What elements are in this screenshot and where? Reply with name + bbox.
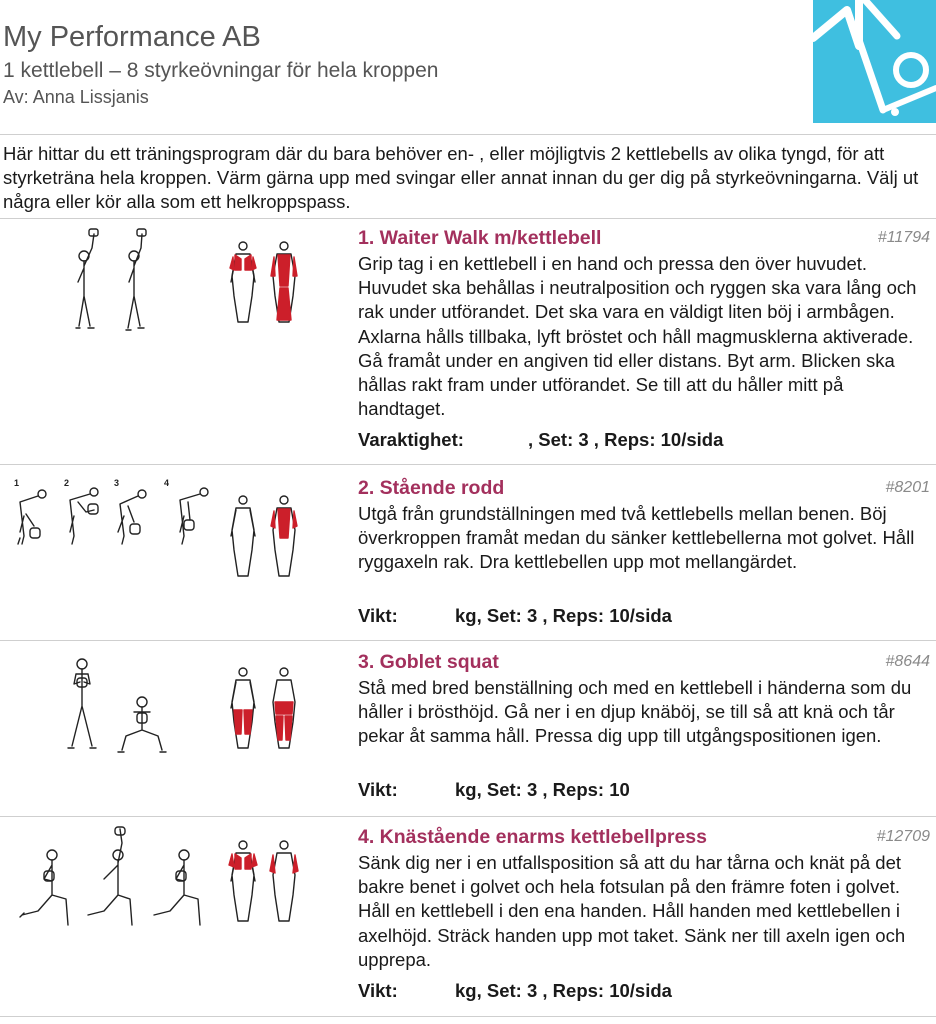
exercise-description: Utgå från grundställningen med två kettlebells mellan benen. Böj överkroppen framåt medan du sänker kettlebellerna mot golvet. Håll ryggaxeln rak. Dra kettlebellen upp mot mellangärdet. [358, 503, 915, 573]
exercise-id: #11794 [877, 229, 930, 246]
exercise-id: #12709 [876, 828, 930, 845]
person-figure-icon [180, 488, 208, 544]
step-label: 2 [64, 478, 70, 488]
divider [0, 816, 936, 817]
exercise-title: 4. Knästående enarms kettlebellpress [358, 826, 707, 848]
muscle-map-back-icon [270, 841, 298, 921]
person-figure-icon [76, 229, 98, 328]
exercise-meta [358, 428, 723, 452]
exercise-description: Sänk dig ner i en utfallsposition så att du har tårna och knät på det bakre benet i golvet och hela fotsulan på den främre foten i golvet. Håll en kettlebell i den ena handen. Håll handen med kettlebellen i axelhöjd. Sträck handen upp mot taket. Sänk ner till axeln igen och upprepa. [358, 852, 906, 970]
muscle-map-front-icon [231, 668, 255, 748]
exercise-id: #8201 [885, 479, 930, 496]
muscle-map-back-icon [271, 496, 297, 576]
exercise-illustration [0, 650, 345, 780]
exercise-meta-label: Vikt: [358, 605, 398, 626]
document-header [0, 0, 936, 132]
brand-logo [813, 0, 936, 123]
exercise-meta-values: kg, Set: 3 , Reps: 10/sida [455, 980, 672, 1001]
person-figure-icon [70, 488, 98, 544]
exercise-title: 1. Waiter Walk m/kettlebell [358, 227, 602, 249]
program-title: 1 kettlebell – 8 styrkeövningar för hela kroppen [3, 59, 439, 82]
step-label: 1 [14, 478, 20, 488]
exercise-meta-values: , Set: 3 , Reps: 10/sida [528, 429, 724, 450]
divider [0, 134, 936, 135]
exercise-meta [358, 778, 630, 802]
exercise-title: 2. Stående rodd [358, 477, 505, 499]
exercise-illustration [0, 476, 345, 606]
person-figure-icon [18, 490, 46, 544]
exercise-meta [358, 979, 672, 1003]
divider [0, 1016, 936, 1017]
exercise-title: 3. Goblet squat [358, 651, 499, 673]
person-figure-icon [68, 659, 96, 748]
divider [0, 218, 936, 219]
divider [0, 640, 936, 641]
muscle-map-front-icon [229, 841, 257, 921]
exercise-meta-label: Varaktighet: [358, 429, 464, 450]
person-figure-icon [88, 827, 132, 925]
exercise-illustration [0, 825, 345, 955]
exercise-meta-values: kg, Set: 3 , Reps: 10/sida [455, 605, 672, 626]
person-figure-icon [154, 850, 200, 925]
divider [0, 464, 936, 465]
muscle-map-front-icon [231, 496, 255, 576]
exercise-card [0, 650, 936, 810]
muscle-map-back-icon [273, 668, 295, 748]
step-label: 3 [114, 478, 120, 488]
exercise-card [0, 825, 936, 1010]
exercise-meta-label: Vikt: [358, 980, 398, 1001]
exercise-meta-values: kg, Set: 3 , Reps: 10 [455, 779, 630, 800]
exercise-card [0, 476, 936, 636]
muscle-map-front-icon [230, 242, 256, 322]
person-figure-icon [20, 850, 68, 925]
exercise-illustration [0, 226, 345, 356]
person-figure-icon [118, 490, 146, 544]
exercise-description: Grip tag i en kettlebell i en hand och pressa den över huvudet. Huvudet ska behållas i neutralposition och ryggen ska vara lång och rak under utförandet. Det ska vara en väldigt liten böj i armbågen. Axlarna hålls tillbaka, lyft bröstet och håll magmusklerna aktiverade. Gå framåt under en angiven tid eller distans. Byt arm. Blicken ska hållas rakt fram under utförandet. Se till att du håller mitt på handtaget. [358, 253, 917, 420]
person-figure-icon [126, 229, 146, 330]
exercise-description: Stå med bred benställning och med en kettlebell i händerna som du håller i brösthöjd. Gå ner i en djup knäböj, se till så att knä och tår pekar åt samma håll. Pressa dig upp till utgångspositionen igen. [358, 677, 912, 747]
person-figure-icon [118, 697, 166, 752]
muscle-map-back-icon [271, 242, 297, 322]
exercise-meta [358, 604, 672, 628]
exercise-card [0, 226, 936, 458]
brand-logo-icon [813, 0, 936, 123]
program-author: Av: Anna Lissjanis [3, 87, 149, 107]
company-name: My Performance AB [3, 21, 261, 53]
step-label: 4 [164, 478, 170, 488]
exercise-meta-label: Vikt: [358, 779, 398, 800]
intro-text: Här hittar du ett träningsprogram där du bara behöver en- , eller möjligtvis 2 kettlebells av olika tyngd, för att styrketräna hela kroppen. Värm gärna upp med svingar eller annat innan du ger dig på styrkeövningarna. Välj ut några eller kör alla som ett helkroppspass. [3, 143, 919, 212]
exercise-id: #8644 [885, 653, 930, 670]
